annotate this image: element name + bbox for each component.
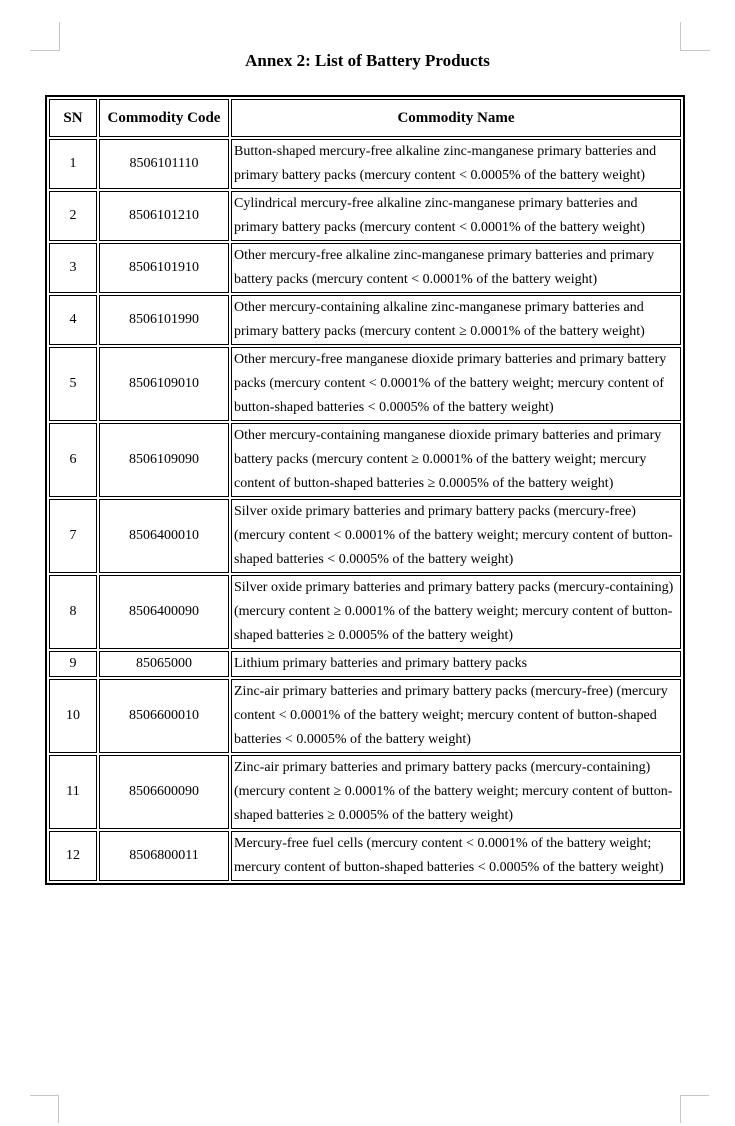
cell-code: 8506400010 xyxy=(99,499,229,573)
table-header xyxy=(49,99,681,137)
cell-name: Other mercury-containing manganese dioxide primary batteries and primary battery packs (mercury content ≥ 0.0001% of the battery weight; mercury content of button-shaped batteries ≥ 0.0005% of the battery weight) xyxy=(231,423,681,497)
cell-name: Cylindrical mercury-free alkaline zinc-manganese primary batteries and primary battery packs (mercury content < 0.0001% of the battery weight) xyxy=(231,191,681,241)
cell-sn: 7 xyxy=(49,499,97,573)
cell-code: 8506101110 xyxy=(99,139,229,189)
cell-name: Other mercury-free alkaline zinc-manganese primary batteries and primary battery packs (mercury content < 0.0001% of the battery weight) xyxy=(231,243,681,293)
table-row xyxy=(49,499,681,573)
table-row xyxy=(49,191,681,241)
page-title: Annex 2: List of Battery Products xyxy=(245,51,490,70)
cell-sn: 1 xyxy=(49,139,97,189)
cell-name: Zinc-air primary batteries and primary battery packs (mercury-containing) (mercury content ≥ 0.0001% of the battery weight; mercury content of button-shaped batteries ≥ 0.0005% of the battery weight) xyxy=(231,755,681,829)
table-row xyxy=(49,139,681,189)
table-row xyxy=(49,295,681,345)
cell-name: Silver oxide primary batteries and primary battery packs (mercury-containing) (mercury content ≥ 0.0001% of the battery weight; mercury content of button-shaped batteries ≥ 0.0005% of the battery weight) xyxy=(231,575,681,649)
table-row xyxy=(49,679,681,753)
cell-sn: 10 xyxy=(49,679,97,753)
table-row xyxy=(49,423,681,497)
cell-code: 8506400090 xyxy=(99,575,229,649)
cell-code: 8506101990 xyxy=(99,295,229,345)
cell-name: Other mercury-free manganese dioxide primary batteries and primary battery packs (mercury content < 0.0001% of the battery weight; mercury content of button-shaped batteries < 0.0005% of the battery weight) xyxy=(231,347,681,421)
table-row xyxy=(49,575,681,649)
cell-code: 8506109090 xyxy=(99,423,229,497)
cell-code: 85065000 xyxy=(99,651,229,677)
table-body xyxy=(49,139,681,881)
cell-sn: 12 xyxy=(49,831,97,881)
cell-name: Zinc-air primary batteries and primary battery packs (mercury-free) (mercury content < 0.0001% of the battery weight; mercury content of button-shaped batteries < 0.0005% of the battery weight) xyxy=(231,679,681,753)
cell-sn: 5 xyxy=(49,347,97,421)
header-sn: SN xyxy=(49,99,97,137)
cell-sn: 11 xyxy=(49,755,97,829)
cell-sn: 4 xyxy=(49,295,97,345)
header-code: Commodity Code xyxy=(99,99,229,137)
cell-name: Lithium primary batteries and primary battery packs xyxy=(231,651,681,677)
crop-mark-bottom-left xyxy=(30,1095,59,1123)
cell-code: 8506600010 xyxy=(99,679,229,753)
table-row xyxy=(49,347,681,421)
table-row xyxy=(49,755,681,829)
cell-name: Mercury-free fuel cells (mercury content < 0.0001% of the battery weight; mercury content of button-shaped batteries < 0.0005% of the battery weight) xyxy=(231,831,681,881)
cell-sn: 3 xyxy=(49,243,97,293)
cell-name: Silver oxide primary batteries and primary battery packs (mercury-free) (mercury content < 0.0001% of the battery weight; mercury content of button-shaped batteries < 0.0005% of the battery weight) xyxy=(231,499,681,573)
header-row xyxy=(49,99,681,137)
cell-code: 8506800011 xyxy=(99,831,229,881)
cell-sn: 9 xyxy=(49,651,97,677)
cell-code: 8506600090 xyxy=(99,755,229,829)
crop-mark-top-left xyxy=(30,22,60,51)
cell-code: 8506101210 xyxy=(99,191,229,241)
cell-name: Other mercury-containing alkaline zinc-manganese primary batteries and primary battery packs (mercury content ≥ 0.0001% of the battery weight) xyxy=(231,295,681,345)
cell-sn: 6 xyxy=(49,423,97,497)
cell-sn: 8 xyxy=(49,575,97,649)
table-row xyxy=(49,831,681,881)
header-name: Commodity Name xyxy=(231,99,681,137)
cell-code: 8506109010 xyxy=(99,347,229,421)
battery-products-table xyxy=(45,95,685,885)
table-row xyxy=(49,651,681,677)
cell-name: Button-shaped mercury-free alkaline zinc-manganese primary batteries and primary battery packs (mercury content < 0.0005% of the battery weight) xyxy=(231,139,681,189)
crop-mark-bottom-right xyxy=(680,1095,709,1123)
table-row xyxy=(49,243,681,293)
cell-sn: 2 xyxy=(49,191,97,241)
cell-code: 8506101910 xyxy=(99,243,229,293)
crop-mark-top-right xyxy=(680,22,710,51)
